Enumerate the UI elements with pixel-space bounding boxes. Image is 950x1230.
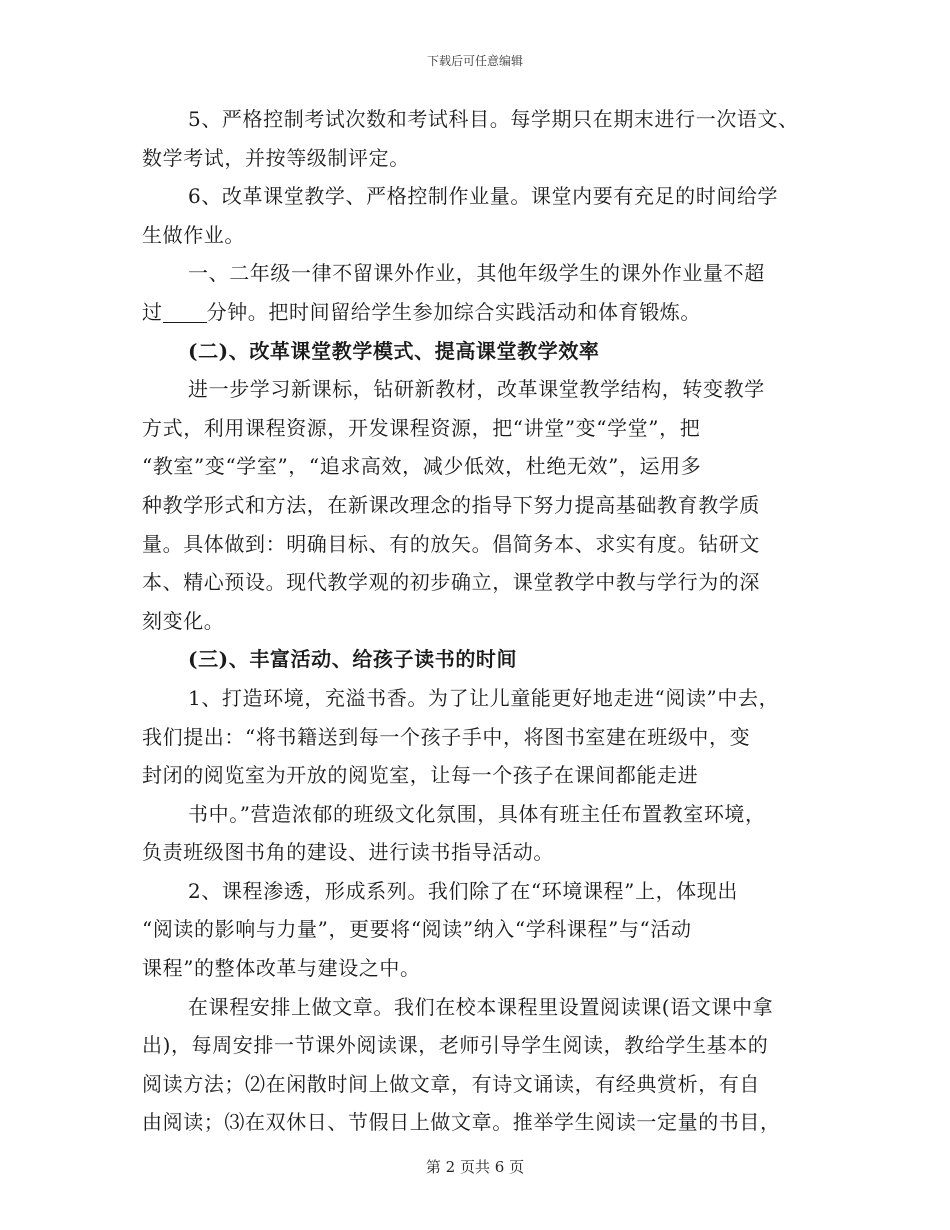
- section-heading: [142, 332, 818, 371]
- line-text: (二)、改革课堂教学模式、提高课堂教学效率: [188, 338, 600, 363]
- text-line: [142, 718, 818, 757]
- line-text: 6、改革课堂教学、严格控制作业量。课堂内要有充足的时间给学: [188, 184, 779, 209]
- line-text: 负责班级图书角的建设、进行读书指导活动。: [142, 840, 554, 865]
- line-text: 在课程安排上做文章。我们在校本课程里设置阅读课(语文课中拿: [188, 994, 774, 1019]
- text-line: [142, 795, 818, 834]
- line-text: 方式，利用课程资源，开发课程资源，把“讲堂”变“学堂”，把: [142, 415, 701, 440]
- text-line: [142, 988, 818, 1027]
- line-text: 本、精心预设。现代教学观的初步确立，课堂教学中教与学行为的深: [142, 570, 760, 595]
- line-text: 一、二年级一律不留课外作业，其他年级学生的课外作业量不超: [188, 261, 765, 286]
- line-text: 1、打造环境，充溢书香。为了让儿童能更好地走进“阅读”中去，: [188, 685, 780, 710]
- line-text: “阅读的影响与力量”，更要将“阅读”纳入“学科课程”与“活动: [142, 917, 692, 942]
- line-text: 封闭的阅览室为开放的阅览室，让每一个孩子在课间都能走进: [142, 763, 699, 788]
- text-line: [142, 177, 818, 216]
- text-line: [142, 293, 818, 332]
- text-line: [142, 563, 818, 602]
- line-text: 书中。”营造浓郁的班级文化氛围，具体有班主任布置教室环境，: [188, 801, 766, 826]
- line-text: 课程”的整体改革与建设之中。: [142, 956, 421, 981]
- text-line: [142, 447, 818, 486]
- text-line: [142, 139, 818, 178]
- line-text: 生做作业。: [142, 222, 245, 247]
- text-line: [142, 100, 818, 139]
- text-line: [142, 910, 818, 949]
- line-text: 过: [142, 299, 163, 324]
- line-text: 阅读方法；⑵在闲散时间上做文章，有诗文诵读，有经典赏析，有自: [142, 1071, 760, 1096]
- document-body: [142, 100, 818, 1142]
- line-text: 2、课程渗透，形成系列。我们除了在“环境课程”上，体现出: [188, 878, 738, 903]
- fill-in-blank: [163, 298, 207, 323]
- text-line: [142, 1026, 818, 1065]
- text-line: [142, 216, 818, 255]
- section-heading: [142, 640, 818, 679]
- line-text: 由阅读；⑶在双休日、节假日上做文章。推举学生阅读一定量的书目，: [142, 1110, 781, 1135]
- line-text: 分钟。把时间留给学生参加综合实践活动和体育锻炼。: [206, 299, 702, 324]
- text-line: [142, 949, 818, 988]
- text-line: [142, 872, 818, 911]
- text-line: [142, 409, 818, 448]
- line-text: (三)、丰富活动、给孩子读书的时间: [188, 647, 518, 672]
- line-text: 进一步学习新课标，钻研新教材，改革课堂教学结构，转变教学: [188, 377, 765, 402]
- line-text: 5、严格控制考试次数和考试科目。每学期只在期末进行一次语文、: [188, 107, 799, 131]
- line-text: 量。具体做到：明确目标、有的放矢。倡简务本、求实有度。钻研文: [142, 531, 760, 556]
- text-line: [142, 1103, 818, 1142]
- text-line: [142, 833, 818, 872]
- text-line: [142, 602, 818, 641]
- line-text: 刻变化。: [142, 608, 225, 633]
- page-footer: 第 2 页共 6 页: [425, 1158, 525, 1176]
- text-line: [142, 1065, 818, 1104]
- line-text: 出)，每周安排一节课外阅读课，老师引导学生阅读，教给学生基本的: [142, 1033, 769, 1058]
- text-line: [142, 756, 818, 795]
- page-header: 下载后可任意编辑: [426, 54, 523, 68]
- text-line: [142, 525, 818, 564]
- text-line: [142, 486, 818, 525]
- line-text: 我们提出：“将书籍送到每一个孩子手中，将图书室建在班级中，变: [142, 724, 751, 749]
- line-text: 种教学形式和方法，在新课改理念的指导下努力提高基础教育教学质: [142, 492, 760, 517]
- line-text: “教室”变“学室”，“追求高效，减少低效，杜绝无效”，运用多: [142, 454, 702, 479]
- text-line: [142, 679, 818, 718]
- text-line: [142, 254, 818, 293]
- text-line: [142, 370, 818, 409]
- line-text: 数学考试，并按等级制评定。: [142, 145, 410, 170]
